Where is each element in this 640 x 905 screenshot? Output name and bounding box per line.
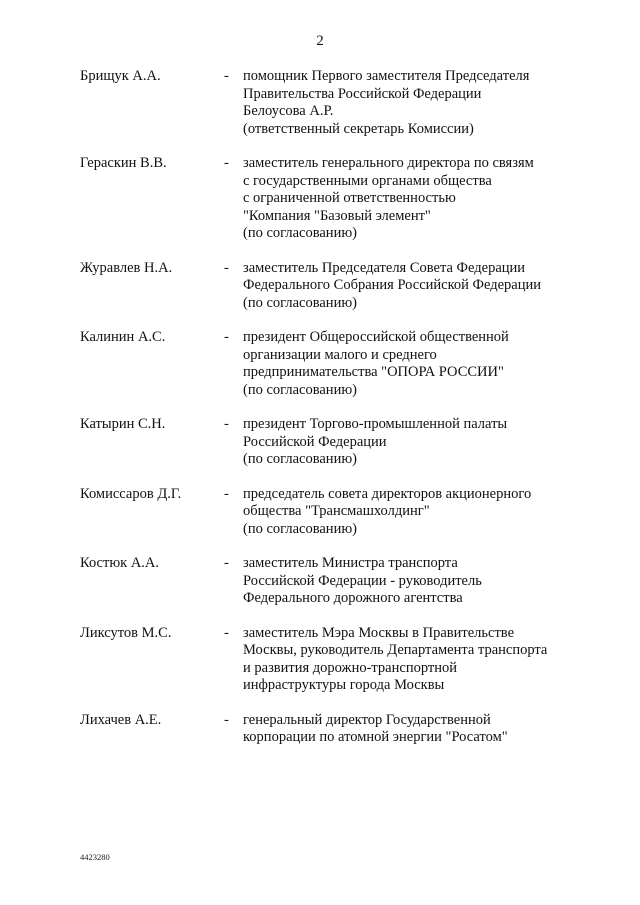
role-line: помощник Первого заместителя Председателя	[243, 68, 530, 84]
member-dash: -	[224, 416, 229, 432]
member-entry	[0, 329, 640, 399]
role-line: Федерального дорожного агентства	[243, 590, 463, 606]
role-line: председатель совета директоров акционерного	[243, 485, 532, 502]
role-line: президент Общероссийской общественной	[243, 329, 509, 345]
member-name: Костюк А.А.	[80, 555, 160, 571]
member-dash: -	[224, 259, 229, 276]
role-line: с государственными органами общества	[243, 172, 492, 189]
member-dash: -	[224, 485, 229, 502]
commission-member-list	[0, 68, 640, 747]
role-line: общества "Трансмашхолдинг"	[243, 503, 430, 519]
member-name: Калинин А.С.	[80, 329, 166, 345]
member-role	[243, 486, 583, 539]
member-name: Катырин С.Н.	[80, 416, 166, 432]
member-dash: -	[224, 155, 229, 171]
role-line: организации малого и среднего	[243, 346, 437, 363]
role-line: заместитель Мэра Москвы в Правительстве	[243, 624, 515, 641]
member-role	[243, 329, 583, 399]
member-entry	[0, 416, 640, 469]
member-role	[243, 416, 583, 469]
member-role	[243, 625, 583, 695]
member-name: Брищук А.А.	[80, 68, 161, 84]
member-entry	[0, 625, 640, 695]
role-line: Российской Федерации	[243, 433, 387, 450]
role-line: с ограниченной ответственностью	[243, 190, 456, 206]
role-line: Правительства Российской Федерации	[243, 85, 482, 102]
role-line: (по согласованию)	[243, 520, 357, 537]
member-role	[243, 555, 583, 608]
role-line: генеральный директор Государственной	[243, 711, 491, 728]
role-line: Белоусова А.Р.	[243, 103, 334, 119]
role-line: предпринимательства "ОПОРА РОССИИ"	[243, 364, 504, 380]
member-role	[243, 155, 583, 243]
role-line: (ответственный секретарь Комиссии)	[243, 120, 474, 137]
member-entry	[0, 155, 640, 243]
member-role	[243, 260, 583, 313]
member-name: Ликсутов М.С.	[80, 624, 172, 641]
role-line: (по согласованию)	[243, 381, 357, 398]
member-entry	[0, 68, 640, 138]
member-name: Гераскин В.В.	[80, 155, 167, 171]
role-line: Российской Федерации - руководитель	[243, 572, 482, 589]
role-line: Москвы, руководитель Департамента транспорта	[243, 642, 548, 658]
role-line: Федерального Собрания Российской Федерации	[243, 277, 542, 293]
member-name: Комиссаров Д.Г.	[80, 485, 182, 502]
role-line: "Компания "Базовый элемент"	[243, 207, 431, 224]
member-entry	[0, 486, 640, 539]
page-number: 2	[316, 33, 324, 49]
member-dash: -	[224, 711, 229, 728]
member-role	[243, 712, 583, 747]
role-line: (по согласованию)	[243, 451, 357, 467]
role-line: (по согласованию)	[243, 294, 357, 311]
member-dash: -	[224, 555, 229, 571]
member-name: Журавлев Н.А.	[80, 259, 173, 276]
member-entry	[0, 712, 640, 747]
member-entry	[0, 555, 640, 608]
document-code: 4423280	[80, 852, 110, 862]
role-line: инфраструктуры города Москвы	[243, 677, 445, 693]
member-entry	[0, 260, 640, 313]
role-line: (по согласованию)	[243, 225, 357, 241]
role-line: и развития дорожно-транспортной	[243, 659, 457, 676]
role-line: заместитель Министра транспорта	[243, 555, 458, 571]
role-line: корпорации по атомной энергии "Росатом"	[243, 729, 508, 745]
role-line: заместитель генерального директора по связям	[243, 155, 534, 171]
member-dash: -	[224, 68, 229, 84]
member-name: Лихачев А.Е.	[80, 711, 162, 728]
role-line: президент Торгово-промышленной палаты	[243, 416, 508, 432]
member-dash: -	[224, 624, 229, 641]
member-role	[243, 68, 583, 138]
member-dash: -	[224, 329, 229, 345]
role-line: заместитель Председателя Совета Федерации	[243, 259, 526, 276]
